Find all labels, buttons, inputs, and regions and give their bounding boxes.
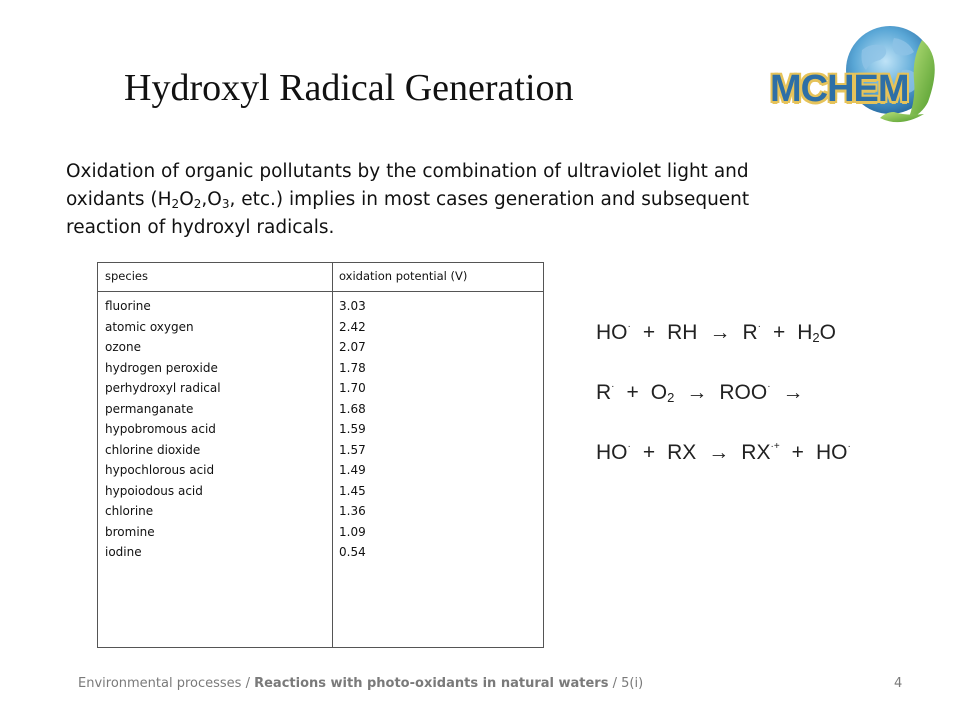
- equation-3: [596, 441, 851, 465]
- eq-term: HO: [596, 441, 628, 464]
- equation-1: [596, 321, 836, 345]
- table-cell-species: chlorine: [105, 504, 154, 518]
- table-cell-species: hypoiodous acid: [105, 483, 203, 498]
- slide-footer: [78, 676, 643, 691]
- mchem-logo: [762, 20, 942, 140]
- radical-dot: ·: [627, 441, 631, 452]
- eq-arrow: →: [708, 441, 730, 464]
- eq-term: RX: [667, 441, 697, 464]
- eq-term: HO: [596, 321, 628, 344]
- footer-topic: Reactions with photo-oxidants in natural waters: [254, 676, 609, 691]
- eq-term: RH: [667, 321, 698, 344]
- eq-arrow: →: [709, 321, 731, 344]
- table-cell-species: bromine: [105, 524, 155, 539]
- table-cell-potential: 1.49: [339, 463, 366, 477]
- eq-term: HO: [815, 441, 848, 464]
- eq-arrow: →: [782, 381, 804, 404]
- table-cell-potential: 1.45: [339, 483, 366, 498]
- intro-sub: 2: [193, 197, 202, 211]
- table-cell-species: permanganate: [105, 401, 194, 416]
- eq-op: +: [642, 441, 656, 464]
- eq-sub: 2: [812, 330, 820, 345]
- table-cell-potential: 3.03: [339, 299, 366, 313]
- radical-dot: ·: [767, 381, 771, 392]
- oxidation-potential-table: [97, 262, 544, 648]
- intro-text: O: [179, 189, 194, 210]
- eq-op: +: [626, 381, 639, 404]
- radical-dot: ·: [770, 441, 774, 452]
- eq-term: O: [650, 381, 668, 404]
- table-cell-species: iodine: [105, 545, 142, 559]
- intro-text: ,O: [201, 189, 222, 210]
- table-cell-species: perhydroxyl radical: [105, 381, 221, 395]
- radical-dot: ·: [847, 441, 851, 452]
- table-cell-potential: 1.78: [339, 360, 366, 375]
- intro-text: Oxidation of organic pollutants by the combination of ultraviolet light and oxidants (H: [66, 161, 749, 210]
- table-cell-species: ozone: [105, 340, 141, 354]
- table-cell-species: hydrogen peroxide: [105, 360, 218, 375]
- table-cell-potential: 1.68: [339, 401, 366, 416]
- table-header: [98, 263, 543, 292]
- eq-charge: +: [773, 441, 780, 452]
- eq-op: +: [772, 321, 786, 344]
- table-cell-potential: 1.36: [339, 504, 366, 518]
- eq-term: ROO: [719, 381, 768, 404]
- species-column: [105, 296, 221, 563]
- table-cell-potential: 2.42: [339, 319, 366, 334]
- intro-sub: 2: [171, 197, 180, 211]
- eq-op: +: [642, 321, 656, 344]
- table-divider: [332, 263, 333, 647]
- eq-term: RX: [741, 441, 771, 464]
- eq-term: H: [797, 321, 813, 344]
- header-potential: oxidation potential (V): [339, 269, 468, 283]
- table-cell-species: fluorine: [105, 299, 151, 313]
- table-cell-potential: 1.09: [339, 524, 366, 539]
- table-cell-potential: 1.59: [339, 422, 366, 436]
- header-species: species: [105, 269, 148, 283]
- page-number: 4: [894, 676, 903, 691]
- radical-dot: ·: [757, 321, 761, 332]
- slide-title: Hydroxyl Radical Generation: [124, 67, 574, 109]
- equation-2: [596, 381, 804, 405]
- radical-dot: ·: [627, 321, 631, 332]
- eq-term: O: [819, 321, 836, 344]
- table-cell-species: hypobromous acid: [105, 422, 216, 436]
- footer-prefix: Environmental processes /: [78, 676, 255, 691]
- table-cell-species: atomic oxygen: [105, 319, 194, 334]
- table-cell-potential: 1.70: [339, 381, 366, 395]
- eq-sub: 2: [667, 390, 675, 405]
- logo-text: MCHEM: [770, 68, 909, 110]
- table-cell-species: hypochlorous acid: [105, 463, 215, 477]
- radical-dot: ·: [611, 381, 615, 392]
- table-cell-species: chlorine dioxide: [105, 442, 201, 457]
- intro-sub: 3: [221, 197, 230, 211]
- intro-paragraph: [66, 158, 826, 242]
- intro-text: , etc.) implies in most cases generation and subsequent reaction of hydroxyl radicals.: [66, 189, 750, 238]
- table-cell-potential: 0.54: [339, 545, 366, 559]
- eq-term: R: [742, 321, 758, 344]
- potential-column: [339, 296, 366, 563]
- eq-op: +: [791, 441, 804, 464]
- eq-term: R: [596, 381, 612, 404]
- table-cell-potential: 2.07: [339, 340, 366, 354]
- table-cell-potential: 1.57: [339, 442, 366, 457]
- eq-arrow: →: [686, 381, 708, 404]
- footer-suffix: / 5(i): [608, 676, 644, 691]
